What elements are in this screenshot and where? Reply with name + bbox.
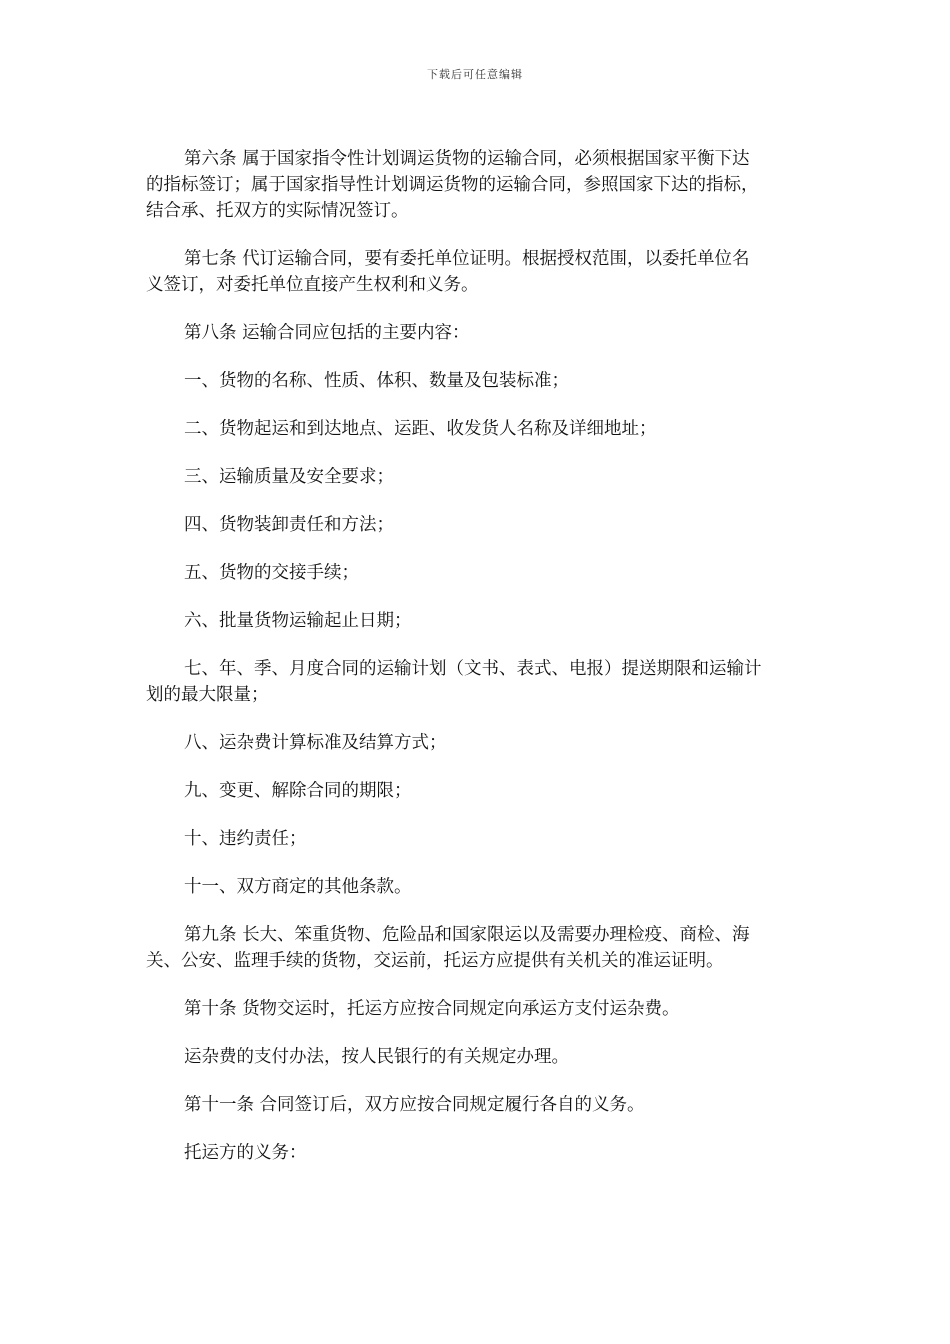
paragraph-shipper-obligations: 托运方的义务： — [184, 1143, 307, 1163]
paragraph-payment-method: 运杂费的支付办法，按人民银行的有关规定办理。 — [184, 1047, 569, 1067]
paragraph-article-7: 第七条 代订运输合同，要有委托单位证明。根据授权范围，以委托单位名义签订，对委托单位直接产生权利和义务。 — [146, 249, 750, 295]
list-item-3: 三、运输质量及安全要求； — [184, 467, 394, 487]
list-item-1: 一、货物的名称、性质、体积、数量及包装标准； — [184, 371, 569, 391]
list-item-4: 四、货物装卸责任和方法； — [184, 515, 394, 535]
list-item-6: 六、批量货物运输起止日期； — [184, 611, 412, 631]
paragraph-article-11: 第十一条 合同签订后，双方应按合同规定履行各自的义务。 — [184, 1095, 645, 1115]
list-item-8: 八、运杂费计算标准及结算方式； — [184, 733, 447, 753]
list-item-2: 二、货物起运和到达地点、运距、收发货人名称及详细地址； — [184, 419, 657, 439]
page-header: 下载后可任意编辑 — [427, 68, 523, 81]
paragraph-article-8: 第八条 运输合同应包括的主要内容： — [184, 323, 470, 343]
list-item-10: 十、违约责任； — [184, 829, 307, 849]
paragraph-article-9: 第九条 长大、笨重货物、危险品和国家限运以及需要办理检疫、商检、海关、公安、监理手续的货物，交运前，托运方应提供有关机关的准运证明。 — [146, 925, 750, 971]
list-item-7: 七、年、季、月度合同的运输计划（文书、表式、电报）提送期限和运输计划的最大限量； — [146, 659, 762, 705]
paragraph-article-6: 第六条 属于国家指令性计划调运货物的运输合同，必须根据国家平衡下达的指标签订；属于国家指导性计划调运货物的运输合同，参照国家下达的指标，结合承、托双方的实际情况签订。 — [146, 149, 759, 221]
document-body — [146, 146, 764, 1188]
list-item-9: 九、变更、解除合同的期限； — [184, 781, 412, 801]
list-item-5: 五、货物的交接手续； — [184, 563, 359, 583]
list-item-11: 十一、双方商定的其他条款。 — [184, 877, 412, 897]
paragraph-article-10: 第十条 货物交运时，托运方应按合同规定向承运方支付运杂费。 — [184, 999, 680, 1019]
